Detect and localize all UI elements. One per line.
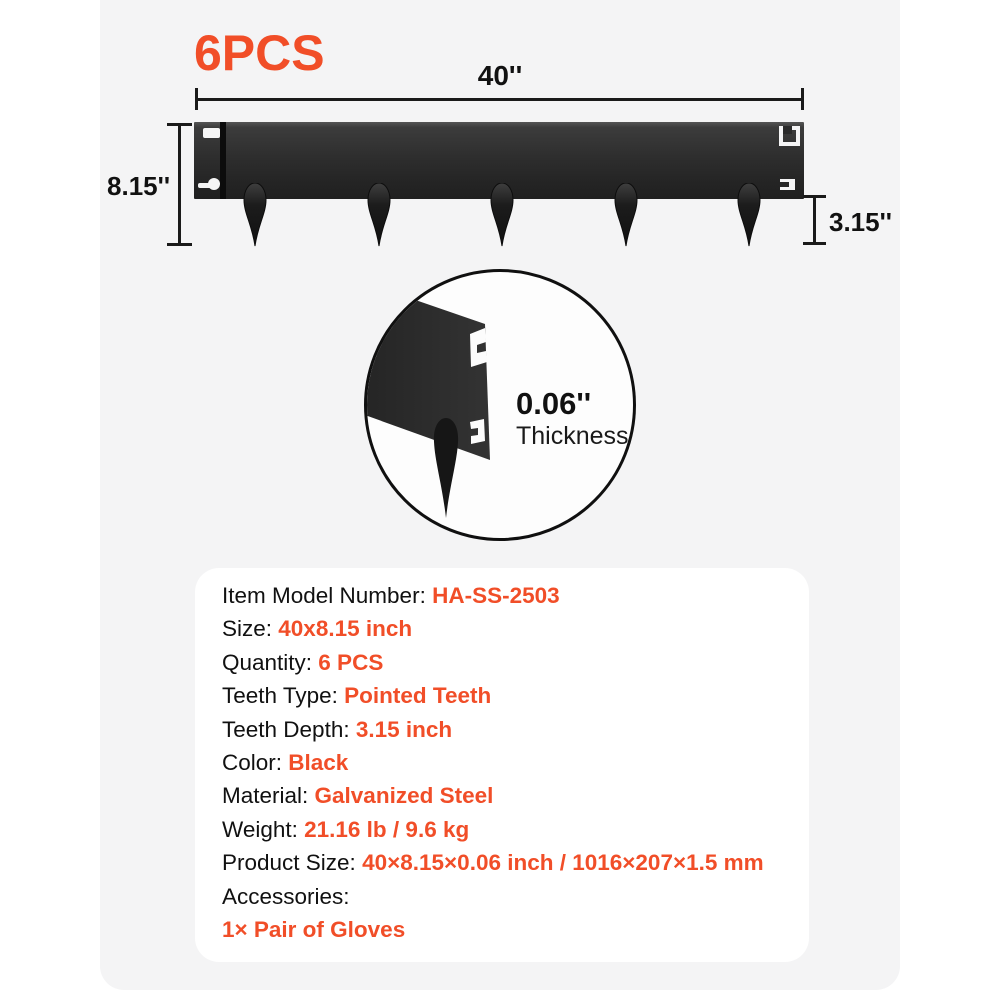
thickness-detail-circle xyxy=(364,269,636,541)
overlap-seam xyxy=(220,122,226,199)
spec-row xyxy=(222,579,789,612)
spec-value: 1× Pair of Gloves xyxy=(222,917,406,943)
thickness-value: 0.06'' xyxy=(516,386,592,421)
pointed-tooth xyxy=(366,183,392,247)
height-dimension-line xyxy=(178,124,181,245)
height-dimension-tick-top xyxy=(167,123,192,126)
spec-row xyxy=(222,746,789,779)
pointed-tooth xyxy=(242,183,268,247)
pointed-tooth xyxy=(489,183,515,247)
spec-label: Product Size: xyxy=(222,850,363,876)
spec-value: 6 PCS xyxy=(318,649,384,675)
teeth-depth-tick-top xyxy=(803,195,826,198)
spec-value: 40×8.15×0.06 inch / 1016×207×1.5 mm xyxy=(362,850,764,876)
pointed-tooth xyxy=(613,183,639,247)
teeth-depth-dimension-line xyxy=(813,197,816,245)
width-dimension-tick-right xyxy=(801,88,804,110)
spec-label: Quantity: xyxy=(222,649,319,675)
spec-value: 3.15 inch xyxy=(355,716,453,742)
spec-rows xyxy=(222,579,789,946)
spec-row xyxy=(222,713,789,746)
spec-label: Item Model Number: xyxy=(222,583,433,608)
spec-label: Weight: xyxy=(222,816,305,842)
width-dimension-tick-left xyxy=(195,88,198,110)
left-mount-slot xyxy=(203,128,220,138)
spec-label: Teeth Depth: xyxy=(222,716,356,742)
spec-label: Material: xyxy=(222,783,315,809)
spec-row xyxy=(222,679,789,712)
spec-value: HA-SS-2503 xyxy=(432,583,560,608)
spec-label: Size: xyxy=(222,616,279,642)
keyhole-slot-circle xyxy=(208,178,220,190)
width-dimension-line xyxy=(196,98,804,101)
pieces-count-title: 6PCS xyxy=(194,25,325,81)
spec-row xyxy=(222,880,789,913)
height-dimension-tick-bottom xyxy=(167,243,192,246)
spec-row xyxy=(222,846,789,879)
teeth-depth-tick-bottom xyxy=(803,242,826,245)
spec-row xyxy=(222,612,789,645)
spec-value: 21.16 lb / 9.6 kg xyxy=(304,816,470,842)
hook-slot-tab xyxy=(783,126,792,134)
spec-label: Accessories: xyxy=(222,883,350,909)
small-slot-notch xyxy=(780,182,789,187)
spec-panel xyxy=(195,568,809,962)
spec-row xyxy=(222,779,789,812)
thickness-detail-plate-graphic xyxy=(367,272,636,541)
thickness-label: Thickness xyxy=(516,422,629,450)
pointed-tooth xyxy=(736,183,762,247)
width-dimension-label: 40'' xyxy=(477,60,523,91)
spec-label: Teeth Type: xyxy=(222,683,345,709)
spec-label: Color: xyxy=(222,750,289,776)
right-hook-slot xyxy=(779,126,800,146)
spec-row xyxy=(222,913,789,946)
spec-value: Pointed Teeth xyxy=(344,683,492,709)
spec-value: 40x8.15 inch xyxy=(278,616,413,642)
spec-value: Galvanized Steel xyxy=(314,783,494,809)
height-dimension-label: 8.15'' xyxy=(107,171,170,201)
right-small-slot xyxy=(780,179,795,190)
teeth-depth-dimension-label: 3.15'' xyxy=(829,207,892,237)
spec-value: Black xyxy=(288,750,349,776)
spec-row xyxy=(222,813,789,846)
spec-row xyxy=(222,646,789,679)
